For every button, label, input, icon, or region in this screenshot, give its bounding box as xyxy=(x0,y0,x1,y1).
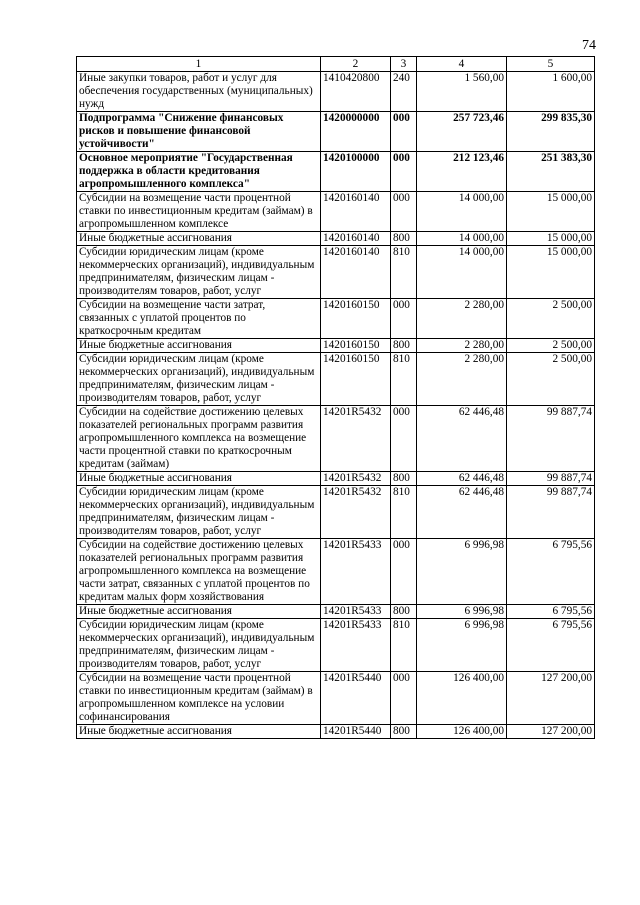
budget-table xyxy=(76,56,595,739)
header-col-4: 4 xyxy=(417,57,507,72)
row-expense-type: 000 xyxy=(391,192,417,232)
row-value-col-5: 2 500,00 xyxy=(507,299,595,339)
row-expense-type: 810 xyxy=(391,246,417,299)
row-value-col-4: 6 996,98 xyxy=(417,539,507,605)
row-code: 1420160150 xyxy=(321,339,391,353)
row-code: 1420160150 xyxy=(321,299,391,339)
row-value-col-5: 6 795,56 xyxy=(507,605,595,619)
row-expense-type: 000 xyxy=(391,152,417,192)
row-expense-type: 000 xyxy=(391,406,417,472)
table-row xyxy=(77,486,595,539)
row-value-col-5: 2 500,00 xyxy=(507,353,595,406)
header-col-3: 3 xyxy=(391,57,417,72)
table-row xyxy=(77,353,595,406)
row-code: 1420160140 xyxy=(321,246,391,299)
table-row xyxy=(77,232,595,246)
table-row xyxy=(77,539,595,605)
row-code: 14201R5440 xyxy=(321,672,391,725)
row-name: Субсидии на возмещение части затрат, связанных с уплатой процентов по краткосрочным кредитам xyxy=(77,299,321,339)
row-code: 1420160150 xyxy=(321,353,391,406)
row-code: 14201R5432 xyxy=(321,406,391,472)
row-expense-type: 810 xyxy=(391,353,417,406)
table-body xyxy=(77,72,595,739)
row-name: Основное мероприятие "Государственная поддержка в области кредитования агропромышленного комплекса" xyxy=(77,152,321,192)
row-expense-type: 240 xyxy=(391,72,417,112)
header-col-1: 1 xyxy=(77,57,321,72)
row-value-col-4: 2 280,00 xyxy=(417,339,507,353)
header-col-2: 2 xyxy=(321,57,391,72)
header-col-5: 5 xyxy=(507,57,595,72)
row-name: Субсидии на возмещение части процентной ставки по инвестиционным кредитам (займам) в агропромышленном комплексе на условии софинансирования xyxy=(77,672,321,725)
row-code: 1420160140 xyxy=(321,192,391,232)
table-row xyxy=(77,192,595,232)
row-name: Субсидии на возмещение части процентной ставки по инвестиционным кредитам (займам) в агропромышленном комплексе xyxy=(77,192,321,232)
row-expense-type: 000 xyxy=(391,539,417,605)
table-row xyxy=(77,406,595,472)
row-code: 14201R5440 xyxy=(321,725,391,739)
row-value-col-5: 127 200,00 xyxy=(507,672,595,725)
row-name: Субсидии на содействие достижению целевых показателей региональных программ развития агропромышленного комплекса на возмещение части затрат, связанных с уплатой процентов по кредитам малых форм хозяйствования xyxy=(77,539,321,605)
row-value-col-5: 251 383,30 xyxy=(507,152,595,192)
row-value-col-5: 15 000,00 xyxy=(507,232,595,246)
row-code: 14201R5433 xyxy=(321,539,391,605)
row-value-col-4: 257 723,46 xyxy=(417,112,507,152)
page-number: 74 xyxy=(582,38,596,53)
row-value-col-4: 14 000,00 xyxy=(417,192,507,232)
row-name: Субсидии юридическим лицам (кроме некоммерческих организаций), индивидуальным предпринимателям, физическим лицам - производителям товаров, работ, услуг xyxy=(77,486,321,539)
row-value-col-5: 127 200,00 xyxy=(507,725,595,739)
table-row xyxy=(77,672,595,725)
row-name: Субсидии юридическим лицам (кроме некоммерческих организаций), индивидуальным предпринимателям, физическим лицам - производителям товаров, работ, услуг xyxy=(77,353,321,406)
row-expense-type: 800 xyxy=(391,472,417,486)
row-value-col-5: 99 887,74 xyxy=(507,472,595,486)
row-value-col-5: 99 887,74 xyxy=(507,486,595,539)
row-value-col-4: 6 996,98 xyxy=(417,605,507,619)
row-value-col-4: 126 400,00 xyxy=(417,672,507,725)
row-value-col-4: 62 446,48 xyxy=(417,406,507,472)
row-value-col-4: 2 280,00 xyxy=(417,353,507,406)
table-row xyxy=(77,72,595,112)
table-row xyxy=(77,605,595,619)
table-row xyxy=(77,472,595,486)
row-name: Иные бюджетные ассигнования xyxy=(77,725,321,739)
row-name: Подпрограмма "Снижение финансовых рисков и повышение финансовой устойчивости" xyxy=(77,112,321,152)
row-name: Субсидии юридическим лицам (кроме некоммерческих организаций), индивидуальным предпринимателям, физическим лицам - производителям товаров, работ, услуг xyxy=(77,619,321,672)
row-expense-type: 800 xyxy=(391,725,417,739)
row-code: 1420000000 xyxy=(321,112,391,152)
table-row xyxy=(77,339,595,353)
row-expense-type: 000 xyxy=(391,112,417,152)
row-value-col-4: 126 400,00 xyxy=(417,725,507,739)
row-expense-type: 800 xyxy=(391,605,417,619)
row-value-col-4: 14 000,00 xyxy=(417,246,507,299)
row-name: Иные закупки товаров, работ и услуг для обеспечения государственных (муниципальных) нужд xyxy=(77,72,321,112)
row-name: Субсидии юридическим лицам (кроме некоммерческих организаций), индивидуальным предпринимателям, физическим лицам - производителям товаров, работ, услуг xyxy=(77,246,321,299)
row-value-col-4: 62 446,48 xyxy=(417,486,507,539)
row-code: 1420160140 xyxy=(321,232,391,246)
row-expense-type: 000 xyxy=(391,672,417,725)
row-value-col-4: 14 000,00 xyxy=(417,232,507,246)
row-value-col-5: 6 795,56 xyxy=(507,539,595,605)
table-header xyxy=(77,57,595,72)
row-code: 14201R5432 xyxy=(321,472,391,486)
row-code: 14201R5433 xyxy=(321,619,391,672)
header-row xyxy=(77,57,595,72)
row-code: 14201R5432 xyxy=(321,486,391,539)
row-name: Иные бюджетные ассигнования xyxy=(77,605,321,619)
row-value-col-4: 2 280,00 xyxy=(417,299,507,339)
table-row xyxy=(77,299,595,339)
row-value-col-4: 6 996,98 xyxy=(417,619,507,672)
row-name: Иные бюджетные ассигнования xyxy=(77,339,321,353)
row-name: Иные бюджетные ассигнования xyxy=(77,232,321,246)
row-value-col-5: 99 887,74 xyxy=(507,406,595,472)
row-value-col-4: 212 123,46 xyxy=(417,152,507,192)
row-expense-type: 000 xyxy=(391,299,417,339)
row-name: Субсидии на содействие достижению целевых показателей региональных программ развития агропромышленного комплекса на возмещение части процентной ставки по краткосрочным кредитам (займам) xyxy=(77,406,321,472)
row-value-col-5: 15 000,00 xyxy=(507,192,595,232)
table-row xyxy=(77,152,595,192)
table-row xyxy=(77,725,595,739)
row-value-col-5: 6 795,56 xyxy=(507,619,595,672)
row-code: 1420100000 xyxy=(321,152,391,192)
row-value-col-5: 299 835,30 xyxy=(507,112,595,152)
row-value-col-5: 15 000,00 xyxy=(507,246,595,299)
row-expense-type: 810 xyxy=(391,619,417,672)
row-expense-type: 800 xyxy=(391,339,417,353)
row-expense-type: 800 xyxy=(391,232,417,246)
row-value-col-5: 2 500,00 xyxy=(507,339,595,353)
row-code: 14201R5433 xyxy=(321,605,391,619)
row-name: Иные бюджетные ассигнования xyxy=(77,472,321,486)
row-code: 1410420800 xyxy=(321,72,391,112)
table-row xyxy=(77,619,595,672)
row-expense-type: 810 xyxy=(391,486,417,539)
row-value-col-4: 62 446,48 xyxy=(417,472,507,486)
table-row xyxy=(77,246,595,299)
table-row xyxy=(77,112,595,152)
row-value-col-5: 1 600,00 xyxy=(507,72,595,112)
row-value-col-4: 1 560,00 xyxy=(417,72,507,112)
